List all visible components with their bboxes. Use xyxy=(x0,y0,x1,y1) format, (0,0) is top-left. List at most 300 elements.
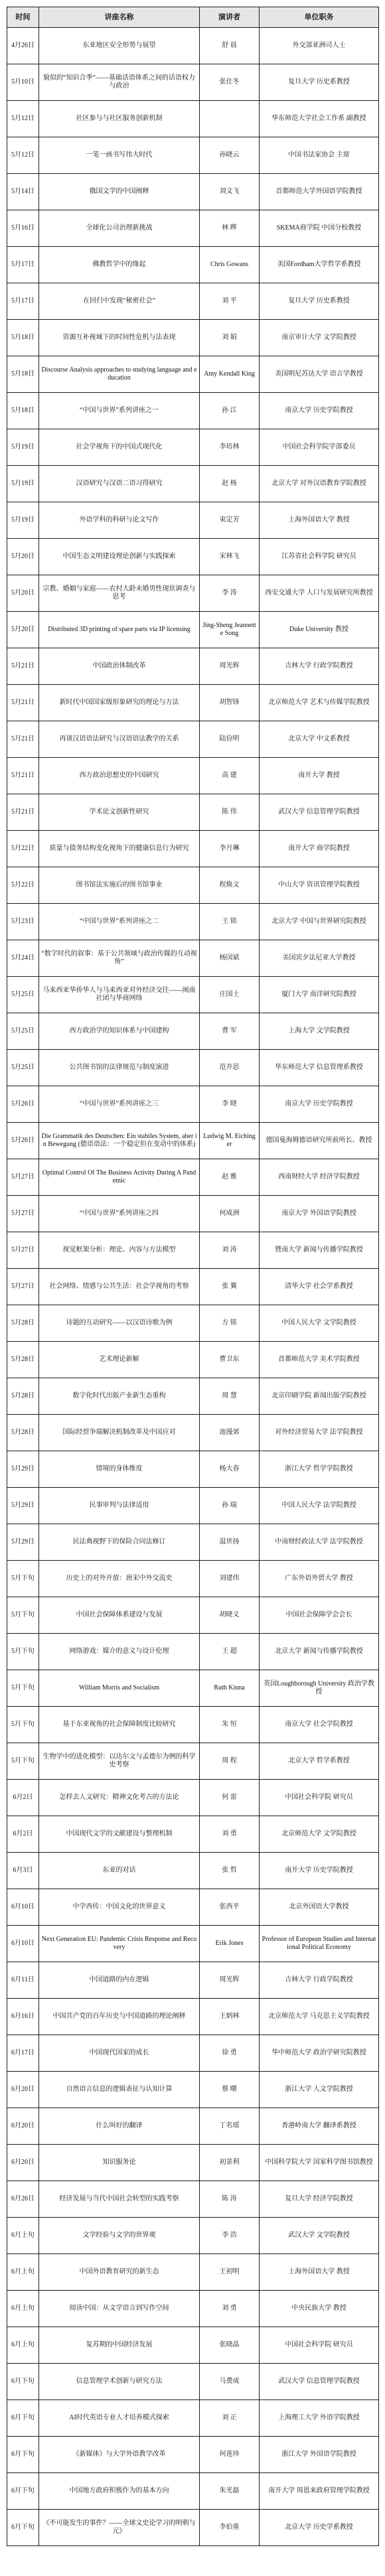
cell-unit: 吉林大学 行政学院教授 xyxy=(260,1962,379,1999)
cell-speaker: 胡晓义 xyxy=(200,1597,260,1634)
cell-date: 5月下旬 xyxy=(7,1743,39,1780)
table-row xyxy=(7,1524,379,1561)
table-row xyxy=(7,2072,379,2108)
cell-title: 民法典视野下的保险合同法修订 xyxy=(39,1524,200,1561)
cell-date: 5月21日 xyxy=(7,648,39,685)
cell-speaker: 何 雷 xyxy=(200,1780,260,1816)
table-row xyxy=(7,28,379,64)
table-row xyxy=(7,1451,379,1488)
cell-date: 6月下旬 xyxy=(7,2364,39,2400)
cell-date: 5月20日 xyxy=(7,575,39,612)
cell-speaker: 张 哲 xyxy=(200,1853,260,1889)
cell-speaker: 周 慧 xyxy=(200,1378,260,1415)
cell-date: 5月17日 xyxy=(7,247,39,283)
cell-speaker: 李培林 xyxy=(200,429,260,466)
cell-unit: 中山大学 资讯管理学院教授 xyxy=(260,867,379,904)
cell-title: 艺术理论新解 xyxy=(39,1342,200,1378)
cell-date: 5月20日 xyxy=(7,612,39,648)
cell-unit: 上海外国语大学 教授 xyxy=(260,2254,379,2291)
cell-speaker: 徐 勇 xyxy=(200,2035,260,2072)
cell-title: 汉语研究与汉语二语习得研究 xyxy=(39,466,200,502)
cell-speaker: 陈 伟 xyxy=(200,794,260,831)
table-row xyxy=(7,2364,379,2400)
cell-date: 6月16日 xyxy=(7,1999,39,2035)
cell-date: 5月18日 xyxy=(7,356,39,393)
cell-speaker: 庄国土 xyxy=(200,977,260,1013)
cell-title: 社区参与与社区服务创新机制 xyxy=(39,101,200,137)
cell-date: 5月12日 xyxy=(7,101,39,137)
cell-title: 《不可能发生的事件？——全球文史论学习的明朝与元》 xyxy=(39,2510,200,2546)
cell-unit: 中国社会科学院 研究员 xyxy=(260,2327,379,2364)
cell-date: 5月28日 xyxy=(7,1305,39,1342)
cell-date: 5月下旬 xyxy=(7,1670,39,1707)
cell-speaker: 刘文飞 xyxy=(200,174,260,210)
cell-date: 5月28日 xyxy=(7,1342,39,1378)
cell-title: Discourse Analysis approaches to studying language and education xyxy=(39,356,200,393)
cell-title: 东亚地区安全形势与展望 xyxy=(39,28,200,64)
cell-date: 5月21日 xyxy=(7,721,39,758)
table-row xyxy=(7,1269,379,1305)
cell-speaker: 刘 涛 xyxy=(200,1232,260,1269)
cell-speaker: 王炳林 xyxy=(200,1999,260,2035)
cell-unit: 清华大学 社会学系教授 xyxy=(260,1269,379,1305)
cell-title: 阅读中国：从文学语言到写作空间 xyxy=(39,2291,200,2327)
cell-speaker: Ruth Kinna xyxy=(200,1670,260,1707)
cell-speaker: 池漫郊 xyxy=(200,1415,260,1451)
cell-date: 5月21日 xyxy=(7,685,39,721)
table-row xyxy=(7,1853,379,1889)
table-row xyxy=(7,466,379,502)
table-row xyxy=(7,1123,379,1159)
cell-date: 6月20日 xyxy=(7,2145,39,2181)
cell-speaker: 刘 勇 xyxy=(200,1816,260,1853)
cell-unit: SKEMA商学院 中国分校教授 xyxy=(260,210,379,247)
cell-date: 5月24日 xyxy=(7,940,39,977)
cell-unit: 美国Fordham大学哲学系教授 xyxy=(260,247,379,283)
table-row xyxy=(7,137,379,174)
cell-title: “中国与世界”系列讲座之一 xyxy=(39,393,200,429)
cell-title: 社会网络、情感与公共生活：社会学视角的考察 xyxy=(39,1269,200,1305)
cell-speaker: 周光辉 xyxy=(200,1962,260,1999)
table-row xyxy=(7,2327,379,2364)
cell-speaker: 丁名瑶 xyxy=(200,2108,260,2145)
cell-date: 5月20日 xyxy=(7,539,39,575)
cell-date: 5月26日 xyxy=(7,1123,39,1159)
cell-unit: Professor of European Studies and International Political Economy xyxy=(260,1926,379,1962)
cell-unit: 北京大学 新闻与传播学院教授 xyxy=(260,1634,379,1670)
cell-speaker: 林 晔 xyxy=(200,210,260,247)
cell-unit: 南京审计大学 文学院教授 xyxy=(260,320,379,356)
cell-speaker: 李 涛 xyxy=(200,575,260,612)
cell-unit: 中国社会科学院 研究员 xyxy=(260,1780,379,1816)
table-row xyxy=(7,210,379,247)
table-row xyxy=(7,2035,379,2072)
cell-date: 5月22日 xyxy=(7,831,39,867)
cell-unit: 中国科学院大学 国家科学图书馆教授 xyxy=(260,2145,379,2181)
cell-date: 5月18日 xyxy=(7,320,39,356)
cell-unit: 中国人民大学 文学院教授 xyxy=(260,1305,379,1342)
cell-date: 5月27日 xyxy=(7,1196,39,1232)
table-header-row xyxy=(7,7,379,28)
cell-date: 6月下旬 xyxy=(7,2510,39,2546)
cell-title: 新时代中国国家级形象研究的理论与方法 xyxy=(39,685,200,721)
cell-unit: 上海外国语大学 教授 xyxy=(260,502,379,539)
cell-title: 历史上的对外开放：唐宋中外交流史 xyxy=(39,1561,200,1597)
cell-title: 信息管理学术创新与研究方法 xyxy=(39,2364,200,2400)
cell-speaker: Jing-Sheng Jeannette Song xyxy=(200,612,260,648)
table-row xyxy=(7,1634,379,1670)
cell-title: 情境的身体维度 xyxy=(39,1451,200,1488)
cell-unit: 南京大学 历史学院教授 xyxy=(260,1086,379,1123)
cell-date: 5月23日 xyxy=(7,904,39,940)
cell-title: 生物学中的进化模型：以达尔文与孟德尔为例的科学史考察 xyxy=(39,1743,200,1780)
cell-date: 6月下旬 xyxy=(7,2400,39,2437)
cell-date: 5月25日 xyxy=(7,977,39,1013)
table-row xyxy=(7,2108,379,2145)
cell-unit: 复旦大学 经济学院教授 xyxy=(260,2181,379,2218)
table-row xyxy=(7,1342,379,1378)
cell-date: 6月下旬 xyxy=(7,2437,39,2473)
cell-unit: 吉林大学 行政学院教授 xyxy=(260,648,379,685)
table-row xyxy=(7,2145,379,2181)
cell-date: 6月上旬 xyxy=(7,2291,39,2327)
cell-date: 5月17日 xyxy=(7,283,39,320)
cell-unit: 南开大学 教授 xyxy=(260,758,379,794)
cell-date: 6月2日 xyxy=(7,1780,39,1816)
cell-unit: 华东师范大学社会工作系 副教授 xyxy=(260,101,379,137)
cell-unit: 南开大学 周恩来政府管理学院教授 xyxy=(260,2473,379,2510)
cell-title: 全球化公司治理新挑战 xyxy=(39,210,200,247)
table-row xyxy=(7,2181,379,2218)
table-row xyxy=(7,612,379,648)
cell-date: 6月26日 xyxy=(7,2181,39,2218)
table-row xyxy=(7,1962,379,1999)
cell-title: 貌似的“知识合季”——基础话语体系之间的话语权力与政治 xyxy=(39,64,200,101)
cell-speaker: 程焕文 xyxy=(200,867,260,904)
cell-speaker: 赵 雅 xyxy=(200,1159,260,1196)
cell-date: 5月27日 xyxy=(7,1232,39,1269)
table-row xyxy=(7,320,379,356)
table-row xyxy=(7,2291,379,2327)
cell-date: 6月3日 xyxy=(7,1853,39,1889)
cell-date: 5月16日 xyxy=(7,210,39,247)
cell-unit: 南开大学 商学院教授 xyxy=(260,831,379,867)
cell-speaker: Chris Gowans xyxy=(200,247,260,283)
cell-speaker: 方 铭 xyxy=(200,1305,260,1342)
table-row xyxy=(7,1488,379,1524)
cell-speaker: 张晓晶 xyxy=(200,2327,260,2364)
cell-title: 国际经贸争端解决机制改革及中国应对 xyxy=(39,1415,200,1451)
cell-title: 中国共产党的百年历史与中国道路的理论阐释 xyxy=(39,1999,200,2035)
cell-date: 5月29日 xyxy=(7,1451,39,1488)
table-row xyxy=(7,1196,379,1232)
cell-unit: Duke University 教授 xyxy=(260,612,379,648)
cell-speaker: 李伯重 xyxy=(200,2510,260,2546)
cell-speaker: 高 建 xyxy=(200,758,260,794)
cell-unit: 英国Loughborough University 政治学教授 xyxy=(260,1670,379,1707)
table-row xyxy=(7,2437,379,2473)
cell-date: 5月10日 xyxy=(7,64,39,101)
cell-unit: 香港岭南大学 翻译系教授 xyxy=(260,2108,379,2145)
cell-unit: 江苏省社会科学院 研究员 xyxy=(260,539,379,575)
table-row xyxy=(7,940,379,977)
table-row xyxy=(7,1013,379,1050)
cell-speaker: Amy Kendall King xyxy=(200,356,260,393)
cell-title: 质量与债务结构变化视角下的健康信息行为研究 xyxy=(39,831,200,867)
cell-title: 中学西传：中国文化的世界意义 xyxy=(39,1889,200,1926)
cell-title: 佛教哲学中的缘起 xyxy=(39,247,200,283)
cell-unit: 南开大学 历史学院教授 xyxy=(260,1853,379,1889)
table-row xyxy=(7,1159,379,1196)
cell-unit: 南京大学 外国语学院教授 xyxy=(260,1196,379,1232)
lecture-table xyxy=(7,7,379,2546)
cell-unit: 美国明尼苏达大学 语言学教授 xyxy=(260,356,379,393)
cell-speaker: 初景利 xyxy=(200,2145,260,2181)
cell-speaker: 束定芳 xyxy=(200,502,260,539)
cell-title: 中国社会保障体系建设与发展 xyxy=(39,1597,200,1634)
cell-title: 西方政治学的知识体系与中国建构 xyxy=(39,1013,200,1050)
cell-title: “中国与世界”系列讲座之三 xyxy=(39,1086,200,1123)
cell-title: 外语学科的科研与论文写作 xyxy=(39,502,200,539)
cell-unit: 中国人民大学 法学院教授 xyxy=(260,1488,379,1524)
table-row xyxy=(7,101,379,137)
cell-speaker: 王 超 xyxy=(200,1634,260,1670)
cell-speaker: 杨大春 xyxy=(200,1451,260,1488)
cell-speaker: 李 晓 xyxy=(200,1086,260,1123)
cell-unit: 上海大学 文学院教授 xyxy=(260,1013,379,1050)
cell-date: 6月11日 xyxy=(7,1962,39,1999)
cell-speaker: 孙晓云 xyxy=(200,137,260,174)
table-row xyxy=(7,1086,379,1123)
cell-unit: 北京外国语大学教授 xyxy=(260,1889,379,1926)
table-row xyxy=(7,356,379,393)
cell-unit: 西南财经大学 经济学院教授 xyxy=(260,1159,379,1196)
cell-title: “数字时代的叙事：基于公共领域与政治传媒的互动视角” xyxy=(39,940,200,977)
table-row xyxy=(7,977,379,1013)
cell-speaker: 马费成 xyxy=(200,2364,260,2400)
cell-title: 知识服务论 xyxy=(39,2145,200,2181)
cell-title: Distributed 3D printing of spare parts via IP licensing xyxy=(39,612,200,648)
cell-speaker: 何成洲 xyxy=(200,1196,260,1232)
cell-speaker: 曹 军 xyxy=(200,1013,260,1050)
cell-speaker: 刘 平 xyxy=(200,283,260,320)
cell-title: 再谈汉语语法研究与汉语语法教学的关系 xyxy=(39,721,200,758)
cell-unit: 中国社会保障学会会长 xyxy=(260,1597,379,1634)
cell-speaker: Erik Jones xyxy=(200,1926,260,1962)
cell-unit: 华东师范大学 信息管理系教授 xyxy=(260,1050,379,1086)
cell-title: Die Grammatik des Deutschen: Ein stabiles System, aber in Bewegung (德语语法：一个稳定但在变动中的体系) xyxy=(39,1123,200,1159)
cell-unit: 北京师范大学 文学院教授 xyxy=(260,1816,379,1853)
cell-date: 6月下旬 xyxy=(7,2473,39,2510)
cell-date: 5月19日 xyxy=(7,466,39,502)
cell-speaker: 宋林飞 xyxy=(200,539,260,575)
cell-unit: 德国曼海姆德语研究所前所长、教授 xyxy=(260,1123,379,1159)
cell-date: 6月20日 xyxy=(7,2072,39,2108)
cell-unit: 武汉大学 文学院教授 xyxy=(260,2218,379,2254)
table-row xyxy=(7,2254,379,2291)
cell-unit: 复旦大学 历史系教授 xyxy=(260,283,379,320)
cell-date: 5月27日 xyxy=(7,1269,39,1305)
cell-title: 资源互补视域下的时间性危机与法表现 xyxy=(39,320,200,356)
cell-title: 宗教、婚姻与家庭——农村大龄未婚男性现状调查与思考 xyxy=(39,575,200,612)
table-row xyxy=(7,575,379,612)
cell-date: 5月下旬 xyxy=(7,1561,39,1597)
cell-title: 社会学视角下的中国式现代化 xyxy=(39,429,200,466)
cell-unit: 广东外语外贸大学 教授 xyxy=(260,1561,379,1597)
cell-unit: 首都师范大学 美术学院教授 xyxy=(260,1342,379,1378)
cell-date: 5月18日 xyxy=(7,393,39,429)
cell-date: 5月21日 xyxy=(7,794,39,831)
table-row xyxy=(7,1597,379,1634)
cell-speaker: 王初明 xyxy=(200,2254,260,2291)
table-row xyxy=(7,1232,379,1269)
cell-date: 5月12日 xyxy=(7,137,39,174)
table-row xyxy=(7,1816,379,1853)
table-row xyxy=(7,1415,379,1451)
cell-unit: 武汉大学 信息管理学院教授 xyxy=(260,794,379,831)
cell-title: 诗题的互动研究——以汉语诗歌为例 xyxy=(39,1305,200,1342)
cell-title: William Morris and Socialism xyxy=(39,1670,200,1707)
table-row xyxy=(7,2473,379,2510)
cell-speaker: 周光辉 xyxy=(200,648,260,685)
cell-title: 图书馆法实施后的图书馆事业 xyxy=(39,867,200,904)
cell-speaker: 孙 瑞 xyxy=(200,1488,260,1524)
cell-title: 经济发展与当代中国社会转型的实践考察 xyxy=(39,2181,200,2218)
table-row xyxy=(7,247,379,283)
table-row xyxy=(7,2510,379,2546)
table-row xyxy=(7,2218,379,2254)
cell-title: 中国道路的内在逻辑 xyxy=(39,1962,200,1999)
cell-unit: 北京大学 哲学系教授 xyxy=(260,1743,379,1780)
cell-speaker: 张仕冬 xyxy=(200,64,260,101)
cell-speaker: 李月琳 xyxy=(200,831,260,867)
cell-unit: 北京大学 中国与世界研究院教授 xyxy=(260,904,379,940)
cell-title: “中国与世界”系列讲座之四 xyxy=(39,1196,200,1232)
cell-unit: 浙江大学 哲学学院教授 xyxy=(260,1451,379,1488)
cell-title: Optimal Control Of The Business Activity During A Pandemic xyxy=(39,1159,200,1196)
cell-title: 民事审判与法律适用 xyxy=(39,1488,200,1524)
table-row xyxy=(7,1561,379,1597)
cell-unit: 美国宾夕法尼亚大学教授 xyxy=(260,940,379,977)
cell-date: 5月25日 xyxy=(7,1013,39,1050)
cell-speaker: 李 浩 xyxy=(200,2218,260,2254)
cell-title: 马来西亚华侨华人与马来西亚对外经济交往——闽南社团与华商网络 xyxy=(39,977,200,1013)
cell-title: 什么叫好的翻译 xyxy=(39,2108,200,2145)
cell-title: 文学经验与文学的世界观 xyxy=(39,2218,200,2254)
cell-date: 5月27日 xyxy=(7,1159,39,1196)
cell-date: 6月10日 xyxy=(7,1889,39,1926)
cell-unit: 南京大学 历史学院教授 xyxy=(260,393,379,429)
table-row xyxy=(7,283,379,320)
cell-unit: 中南财经政法大学 法学院教授 xyxy=(260,1524,379,1561)
cell-speaker: 王 铭 xyxy=(200,904,260,940)
cell-title: 网络游戏：媒介的意义与设计伦理 xyxy=(39,1634,200,1670)
cell-unit: 外交部亚洲司人士 xyxy=(260,28,379,64)
cell-date: 5月下旬 xyxy=(7,1597,39,1634)
cell-speaker: 刘 勇 xyxy=(200,2291,260,2327)
cell-speaker: 杨国斌 xyxy=(200,940,260,977)
cell-speaker: 舒 晨 xyxy=(200,28,260,64)
cell-date: 5月26日 xyxy=(7,1086,39,1123)
cell-speaker: 朱光磊 xyxy=(200,2473,260,2510)
cell-date: 5月29日 xyxy=(7,1524,39,1561)
cell-title: AI时代英语专业人才培养模式探索 xyxy=(39,2400,200,2437)
cell-unit: 对外经济贸易大学 法学院教授 xyxy=(260,1415,379,1451)
cell-speaker: 张 翼 xyxy=(200,1269,260,1305)
table-row xyxy=(7,685,379,721)
cell-speaker: 张西平 xyxy=(200,1889,260,1926)
table-row xyxy=(7,539,379,575)
cell-speaker: 赵 杨 xyxy=(200,466,260,502)
table-row xyxy=(7,721,379,758)
cell-unit: 北京印刷学院 新闻出版学院教授 xyxy=(260,1378,379,1415)
cell-title: 中国外语教育研究的新生态 xyxy=(39,2254,200,2291)
table-row xyxy=(7,502,379,539)
cell-speaker: 胡智锋 xyxy=(200,685,260,721)
cell-title: Next Generation EU: Pandemic Crisis Response and Recovery xyxy=(39,1926,200,1962)
cell-speaker: Ludwig M. Eichinger xyxy=(200,1123,260,1159)
cell-speaker: 朱 恒 xyxy=(200,1707,260,1743)
cell-date: 5月21日 xyxy=(7,758,39,794)
table-row xyxy=(7,1707,379,1743)
cell-unit: 北京大学 对外汉语教育学院教授 xyxy=(260,466,379,502)
table-row xyxy=(7,1926,379,1962)
cell-title: 俄国文学的中国阐释 xyxy=(39,174,200,210)
cell-speaker: 温世扬 xyxy=(200,1524,260,1561)
cell-speaker: 刘建伟 xyxy=(200,1561,260,1597)
cell-title: 怎样去人文研究：精神文化考古的方法论 xyxy=(39,1780,200,1816)
cell-unit: 暨南大学 新闻与传播学院教授 xyxy=(260,1232,379,1269)
header-unit: 单位职务 xyxy=(260,7,379,28)
cell-date: 5月29日 xyxy=(7,1488,39,1524)
cell-date: 5月28日 xyxy=(7,1415,39,1451)
cell-unit: 中国书法家协会 主席 xyxy=(260,137,379,174)
cell-unit: 华中师范大学 政治学研究院教授 xyxy=(260,2035,379,2072)
cell-date: 4月26日 xyxy=(7,28,39,64)
table-row xyxy=(7,1050,379,1086)
table-row xyxy=(7,1999,379,2035)
cell-unit: 中国社会科学院学部委员 xyxy=(260,429,379,466)
table-row xyxy=(7,1780,379,1816)
cell-date: 6月上旬 xyxy=(7,2254,39,2291)
cell-title: 中国地方政府积极作为的基本方向 xyxy=(39,2473,200,2510)
cell-unit: 浙江大学 外国语学院教授 xyxy=(260,2437,379,2473)
cell-date: 5月下旬 xyxy=(7,1634,39,1670)
cell-title: 基于东亚视角的社会保障制度比较研究 xyxy=(39,1707,200,1743)
cell-date: 5月19日 xyxy=(7,502,39,539)
cell-title: 视觉框架分析：理论、内容与方法模型 xyxy=(39,1232,200,1269)
cell-speaker: 陆俭明 xyxy=(200,721,260,758)
cell-speaker: 刘 娟 xyxy=(200,320,260,356)
cell-unit: 首都师范大学外国语学院教授 xyxy=(260,174,379,210)
cell-title: 中国现代文学的文献建设与整理机制 xyxy=(39,1816,200,1853)
cell-unit: 南京大学 社会学院教授 xyxy=(260,1707,379,1743)
cell-unit: 厦门大学 南洋研究院教授 xyxy=(260,977,379,1013)
cell-unit: 北京师范大学 马克思主义学院教授 xyxy=(260,1999,379,2035)
cell-unit: 北京大学 中文系教授 xyxy=(260,721,379,758)
table-body xyxy=(7,28,379,2546)
table-row xyxy=(7,1743,379,1780)
table-row xyxy=(7,794,379,831)
cell-unit: 西安交通大学 人口与发展研究所教授 xyxy=(260,575,379,612)
cell-unit: 上海理工大学 外语学院教授 xyxy=(260,2400,379,2437)
cell-title: 一笔一画书写伟大时代 xyxy=(39,137,200,174)
table-row xyxy=(7,1305,379,1342)
table-row xyxy=(7,1670,379,1707)
table-row xyxy=(7,831,379,867)
cell-title: 自然语言信息的逻辑表征与认知计算 xyxy=(39,2072,200,2108)
cell-title: “中国与世界”系列讲座之二 xyxy=(39,904,200,940)
